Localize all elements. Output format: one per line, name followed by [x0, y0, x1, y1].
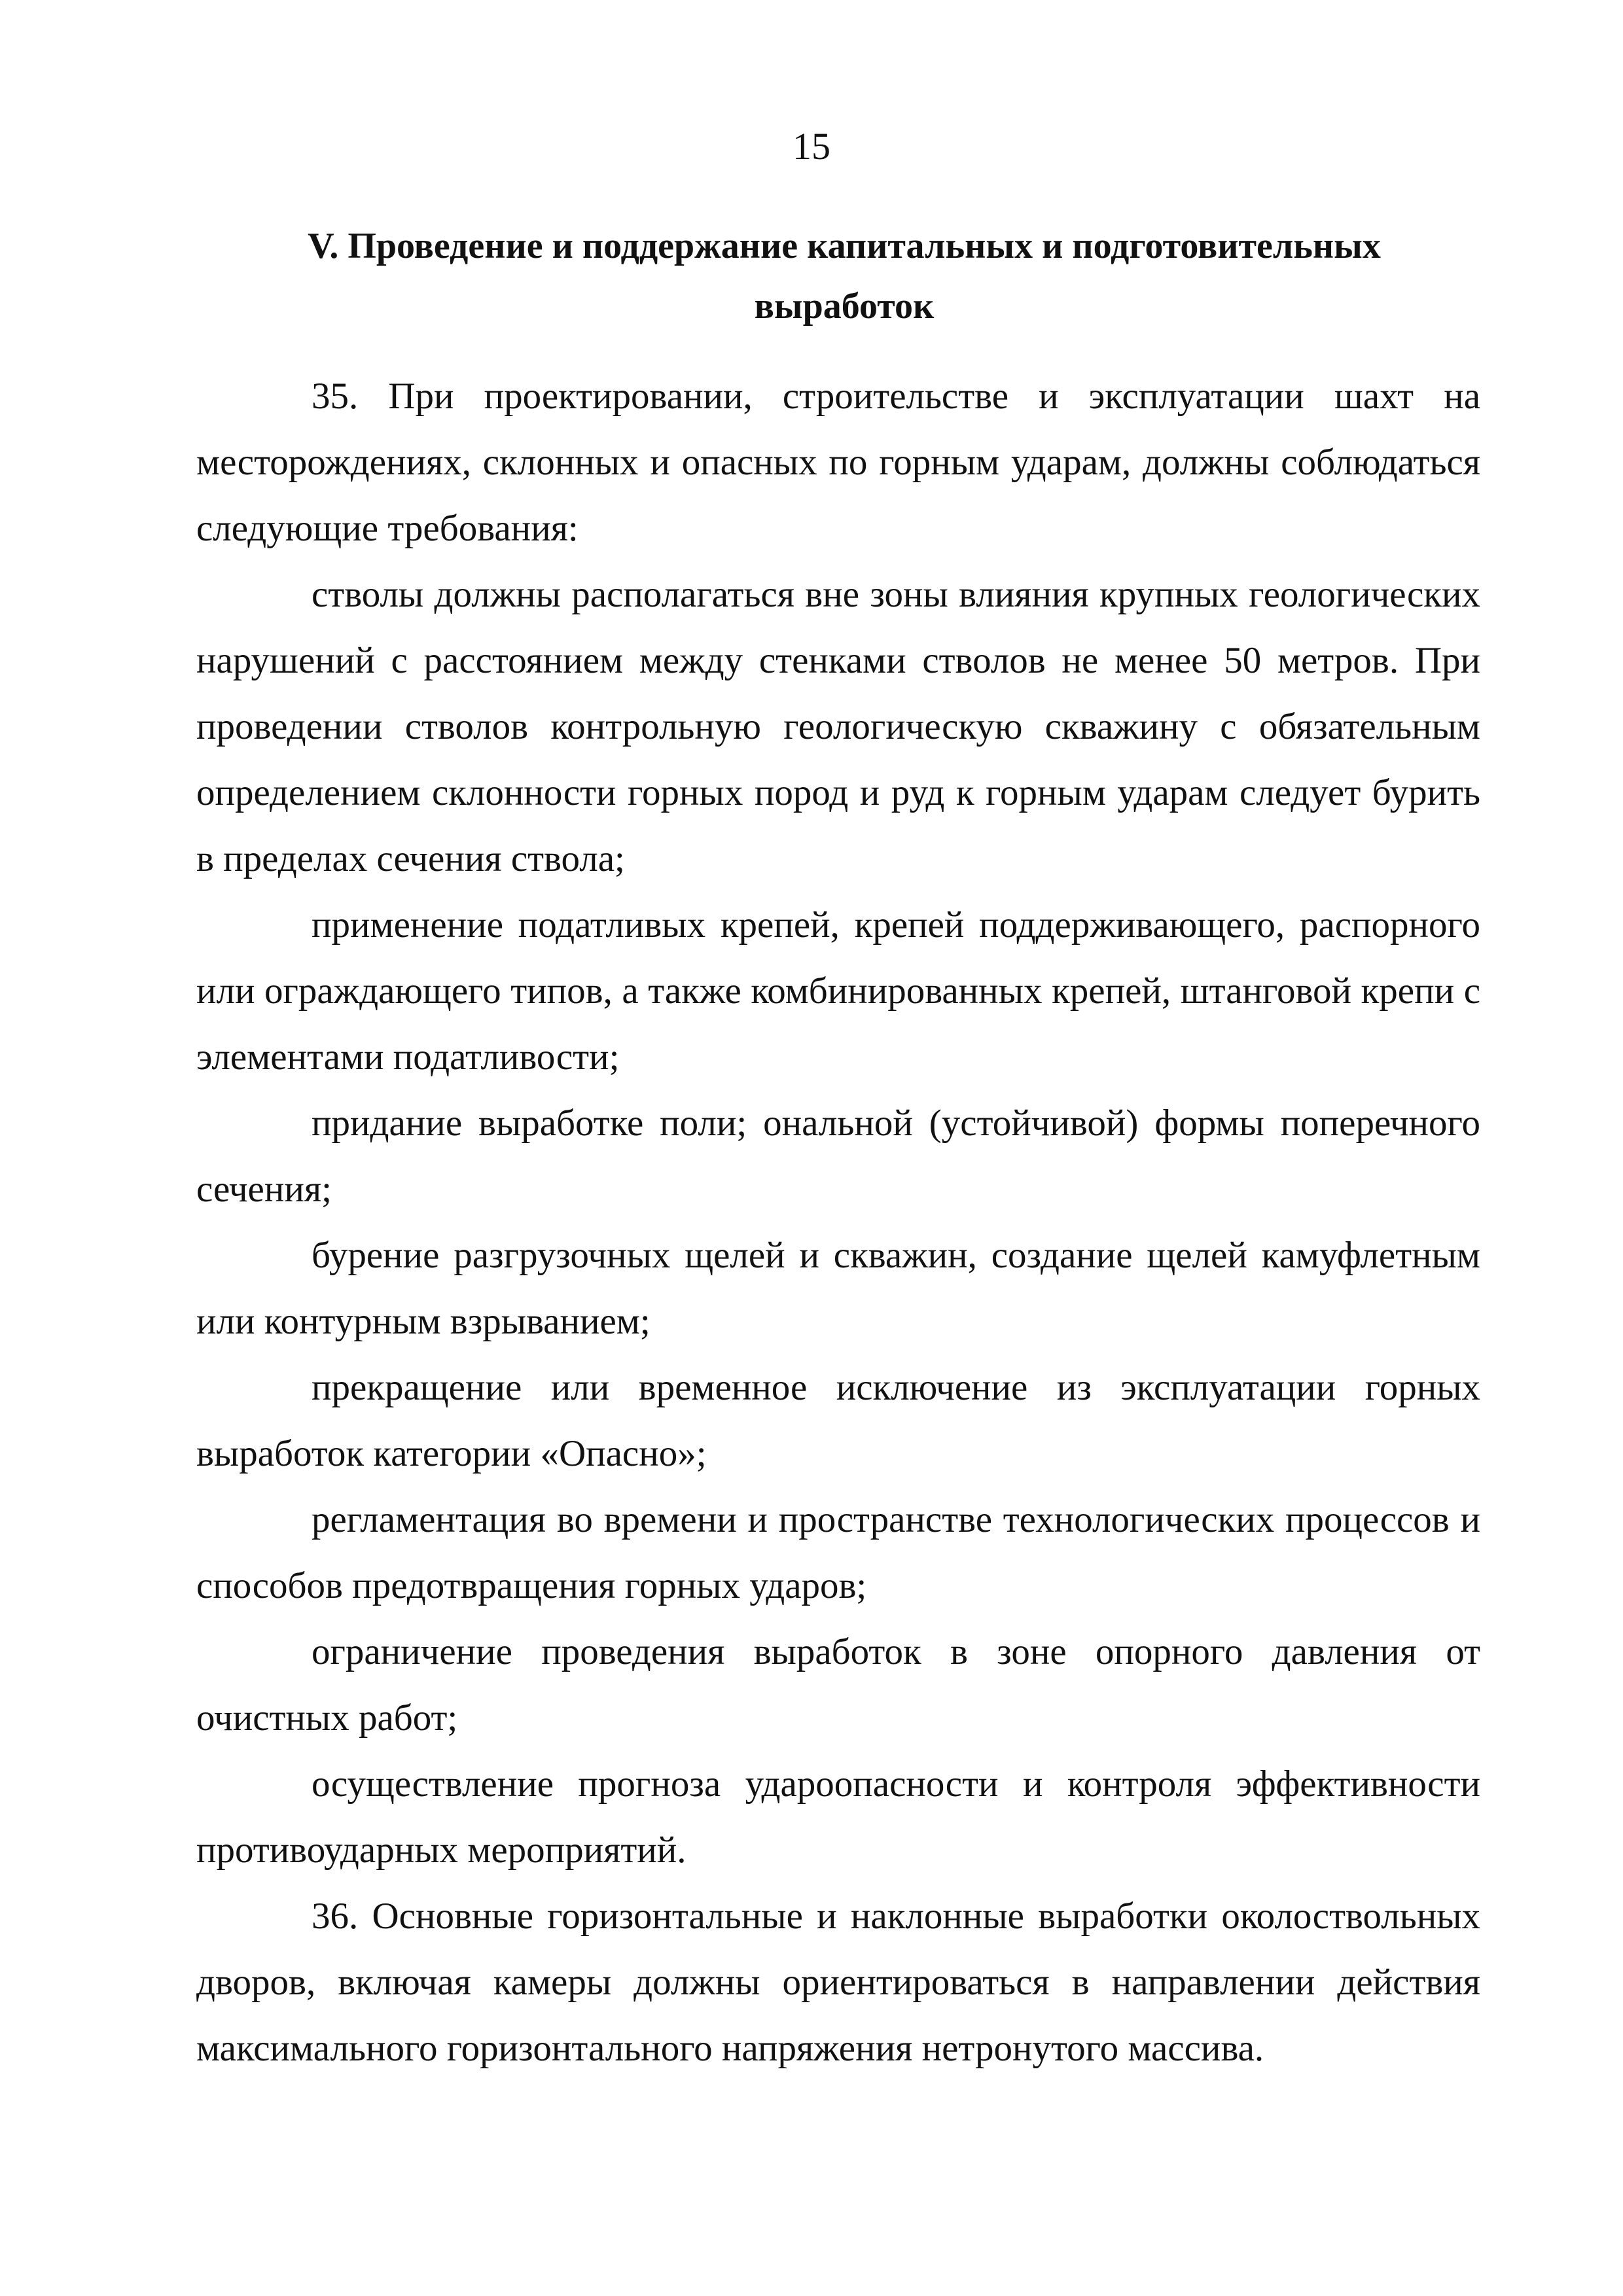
- paragraph-35-intro: 35. При проектировании, строительстве и эксплуатации шахт на месторождениях, склонных и опасных по горным ударам, должны соблюдаться следующие требования:: [196, 376, 1480, 549]
- paragraph-drilling: бурение разгрузочных щелей и скважин, создание щелей камуфлетным или контурным взрыванием;: [196, 1235, 1480, 1342]
- section-heading-line-1: V. Проведение и поддержание капитальных и подготовительных: [308, 226, 1381, 266]
- paragraph-regulation: регламентация во времени и пространстве технологических процессов и способов предотвращения горных ударов;: [196, 1499, 1480, 1606]
- body-text: [196, 363, 1480, 2081]
- section-heading-line-2: выработок: [754, 286, 935, 327]
- paragraph-36: 36. Основные горизонтальные и наклонные выработки околоствольных дворов, включая камеры должны ориентироваться в направлении действия максимального горизонтального напряжения нетронутого массива.: [196, 1896, 1480, 2069]
- paragraph-forecast: осуществление прогноза удароопасности и контроля эффективности противоударных мероприятий.: [196, 1763, 1480, 1871]
- paragraph-shafts: стволы должны располагаться вне зоны влияния крупных геологических нарушений с расстоянием между стенками стволов не менее 50 метров. При проведении стволов контрольную геологическую скважину с обязательным определением склонности горных пород и руд к горным ударам следует бурить в пределах сечения ствола;: [196, 574, 1480, 879]
- section-heading: [196, 216, 1492, 336]
- paragraph-cross-section: придание выработке поли; ональной (устойчивой) формы поперечного сечения;: [196, 1103, 1480, 1210]
- paragraph-supports: применение податливых крепей, крепей поддерживающего, распорного или ограждающего типов, а также комбинированных крепей, штанговой крепи с элементами податливости;: [196, 904, 1480, 1078]
- paragraph-suspension: прекращение или временное исключение из эксплуатации горных выработок категории «Опасно»;: [196, 1367, 1480, 1474]
- page-number: 15: [793, 125, 830, 168]
- paragraph-restriction: ограничение проведения выработок в зоне опорного давления от очистных работ;: [196, 1631, 1480, 1739]
